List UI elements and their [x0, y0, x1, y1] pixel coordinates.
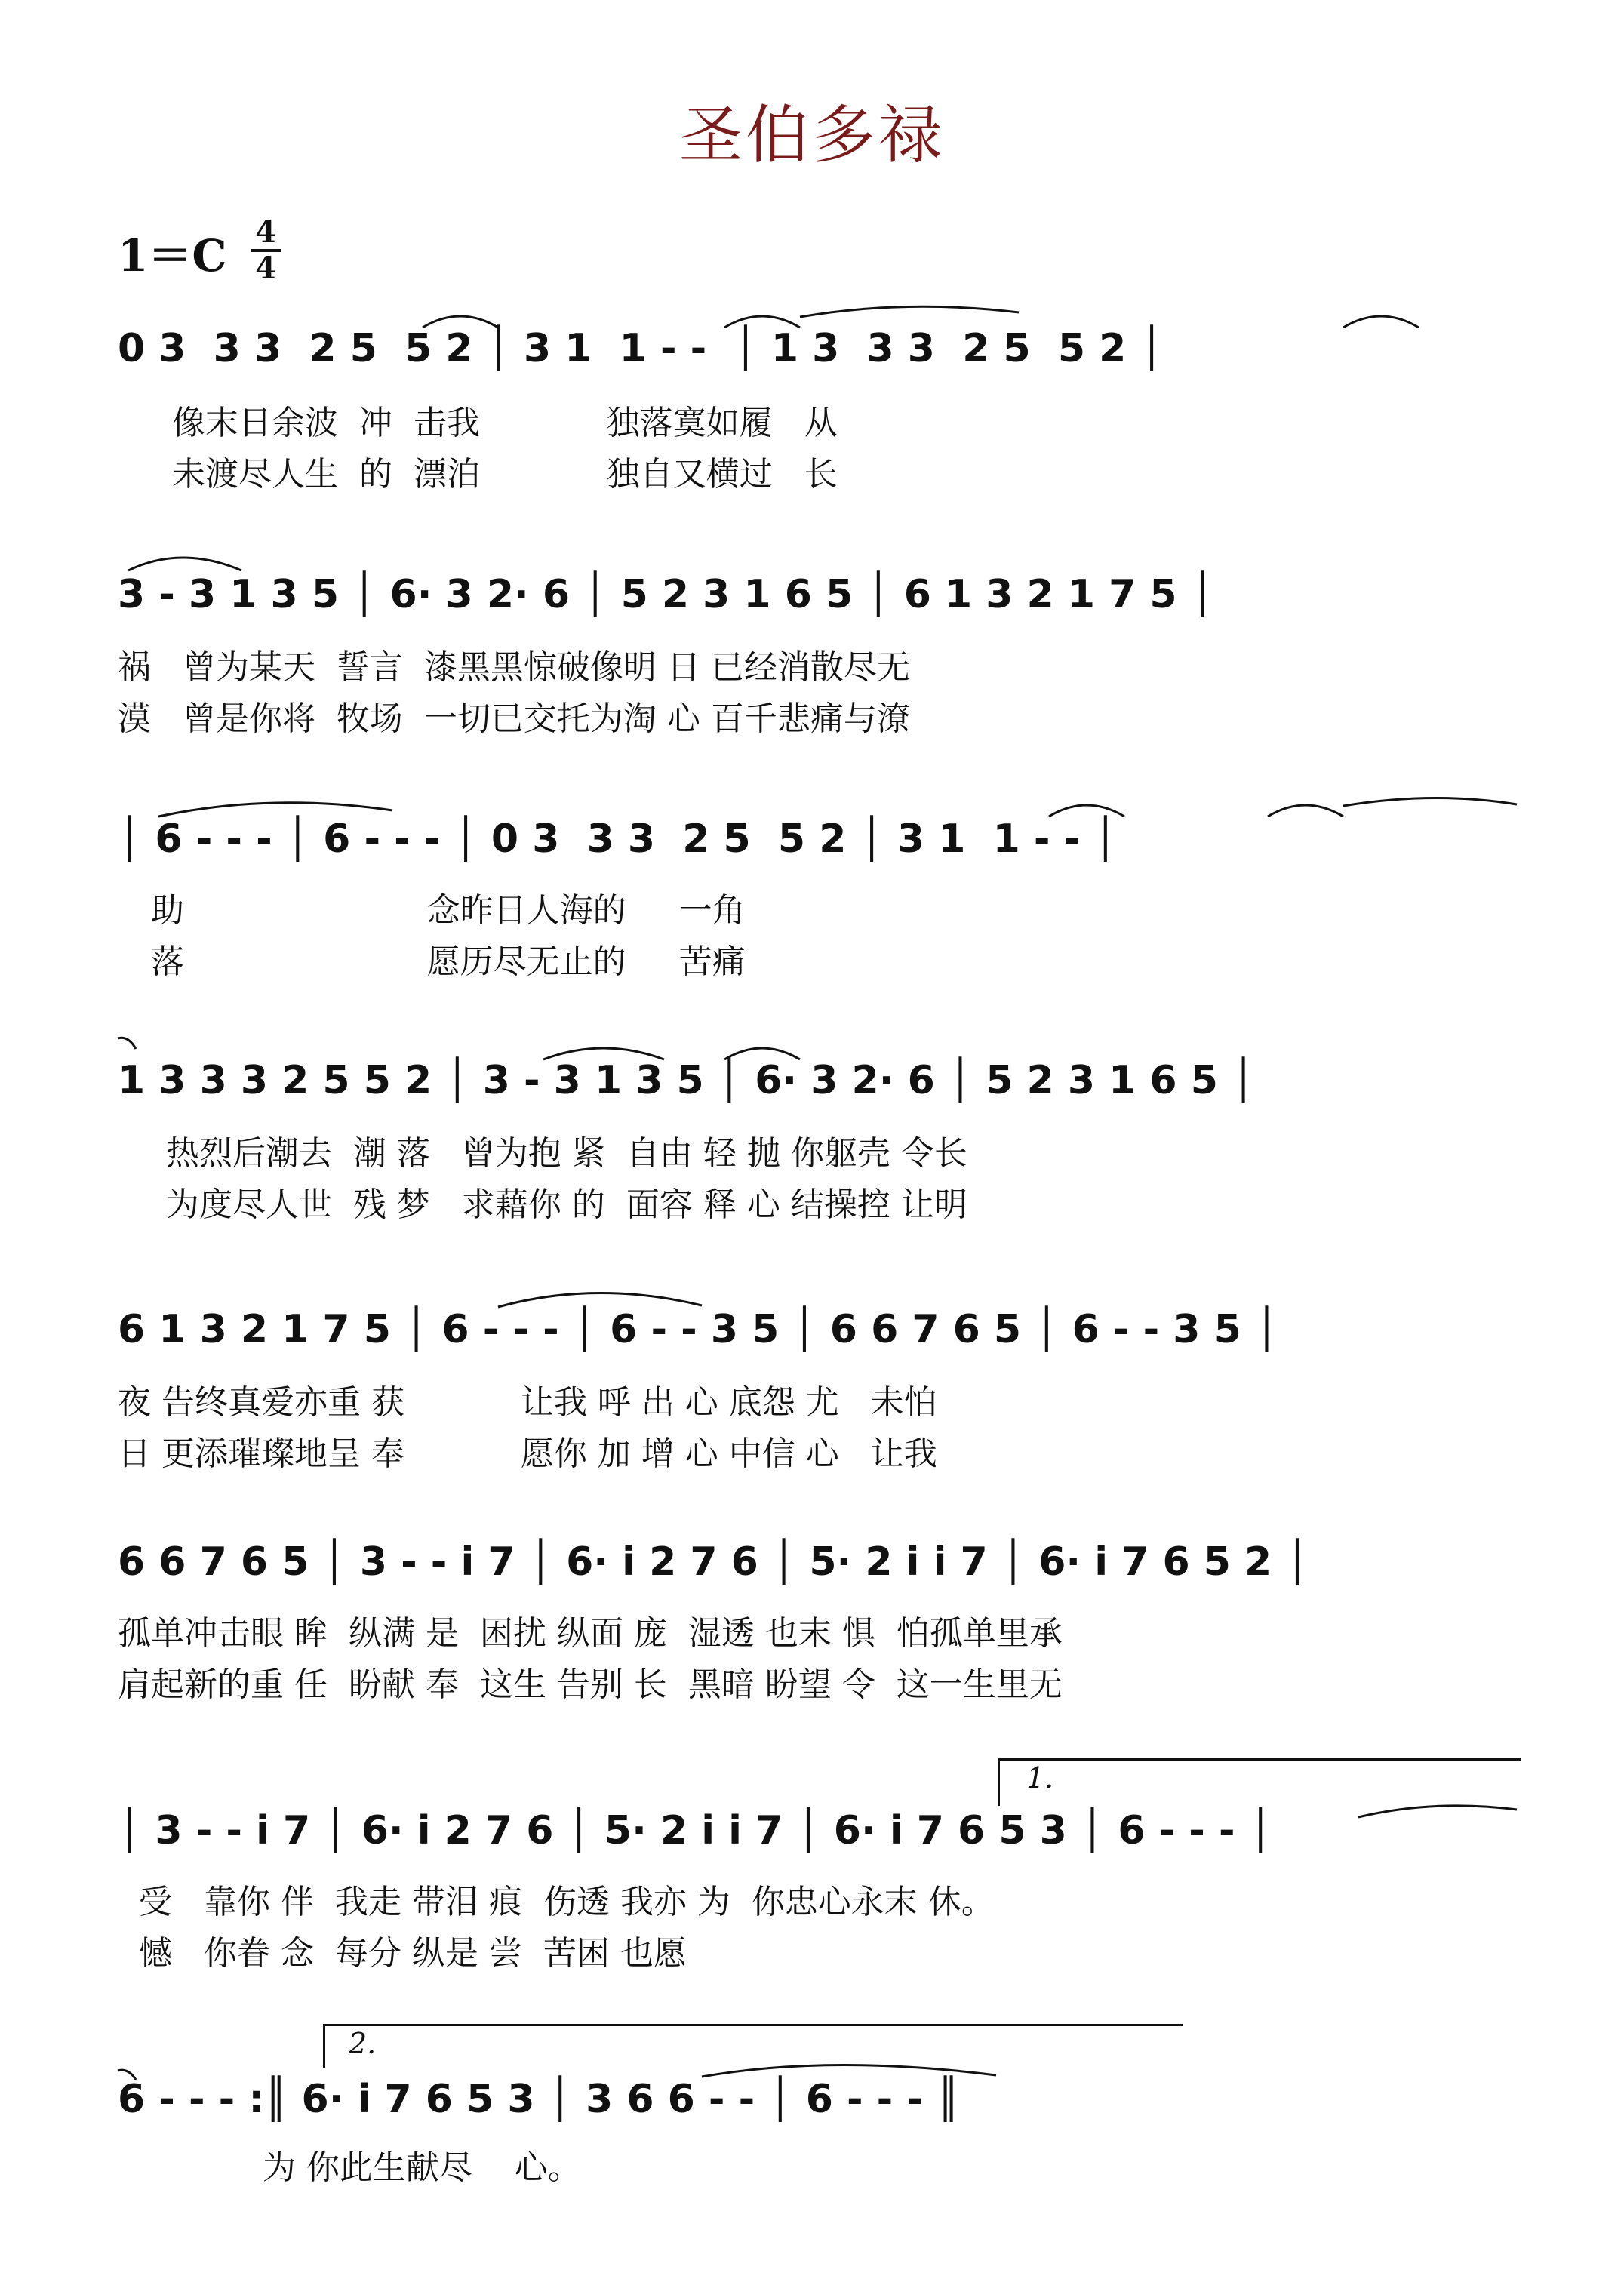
meter-bottom: 4	[255, 251, 276, 286]
lyrics-row-7-verse-2: 憾 你眷 念 每分 纵是 尝 苦困 也愿	[139, 1934, 687, 1973]
lyrics-row-6-verse-2: 肩起新的重 任 盼献 奉 这生 告别 长 黑暗 盼望 令 这一生里无	[118, 1665, 1063, 1704]
notation-row-5: 6 1 3 2 1 7 5 │ 6 - - - │ 6 - - 3 5 │ 6 6 7 6 5 │ 6 - - 3 5 │	[118, 1307, 1279, 1352]
lyrics-row-7-verse-1: 受 靠你 伴 我走 带泪 痕 伤透 我亦 为 你忠心永末 休。	[139, 1883, 995, 1921]
lyrics-row-1-verse-1: 像末日余波 冲 击我 独落寞如履 从	[172, 404, 838, 442]
lyrics-row-3-verse-1: 助 念昨日人海的 一角	[151, 891, 746, 930]
first-ending-label: 1.	[1026, 1761, 1054, 1794]
meter-top: 4	[255, 214, 276, 250]
song-title: 圣伯多禄	[678, 98, 945, 172]
lyrics-row-2-verse-1: 祸 曾为某天 誓言 漆黑黑惊破像明 日 已经消散尽无	[118, 648, 910, 687]
lyrics-row-3-verse-2: 落 愿历尽无止的 苦痛	[151, 943, 746, 981]
second-ending-label: 2.	[349, 2027, 377, 2060]
notation-row-3: │ 6 - - - │ 6 - - - │ 0 3 3 3 2 5 5 2 │ 3 1 1 - - │	[118, 817, 1118, 862]
notation-row-7: │ 3 - - i 7 │ 6· i 2 7 6 │ 5· 2 i i 7 │ 6· i 7 6 5 3 │ 6 - - - │	[118, 1808, 1272, 1853]
notation-row-4: 1 3 3 3 2 5 5 2 │ 3 - 3 1 3 5 │ 6· 3 2· 6 │ 5 2 3 1 6 5 │	[118, 1058, 1256, 1103]
notation-row-6: 6 6 7 6 5 │ 3 - - i 7 │ 6· i 2 7 6 │ 5· 2 i i 7 │ 6· i 7 6 5 2 │	[118, 1539, 1309, 1585]
lyrics-row-2-verse-2: 漠 曾是你将 牧场 一切已交托为淘 心 百千悲痛与潦	[118, 700, 910, 738]
lyrics-row-6-verse-1: 孤单冲击眼 眸 纵满 是 困扰 纵面 庞 湿透 也末 惧 怕孤单里承	[118, 1614, 1063, 1653]
lyrics-row-1-verse-2: 未渡尽人生 的 漂泊 独自又横过 长	[172, 455, 838, 494]
notation-row-1: 0 3 3 3 2 5 5 2 │ 3 1 1 - - │ 1 3 3 3 2 5 5 2 │	[118, 326, 1164, 371]
notation-row-2: 3 - 3 1 3 5 │ 6· 3 2· 6 │ 5 2 3 1 6 5 │ 6 1 3 2 1 7 5 │	[118, 572, 1215, 617]
lyrics-row-5-verse-1: 夜 告终真爱亦重 获 让我 呼 出 心 底怨 尤 未怕	[118, 1383, 937, 1422]
notation-row-8: 6 - - - :║ 6· i 7 6 5 3 │ 3 6 6 - - │ 6 - - - ║	[118, 2077, 961, 2122]
lyrics-row-4-verse-1: 热烈后潮去 潮 落 曾为抱 紧 自由 轻 抛 你躯壳 令长	[166, 1134, 967, 1173]
lyrics-row-5-verse-2: 日 更添璀璨地呈 奉 愿你 加 增 心 中信 心 让我	[118, 1435, 937, 1473]
lyrics-row-8-verse-1: 为 你此生献尽 心。	[136, 2148, 581, 2187]
key-signature: 1＝C	[118, 230, 227, 281]
lyrics-row-4-verse-2: 为度尽人世 残 梦 求藉你 的 面容 释 心 结操控 让明	[166, 1186, 967, 1224]
